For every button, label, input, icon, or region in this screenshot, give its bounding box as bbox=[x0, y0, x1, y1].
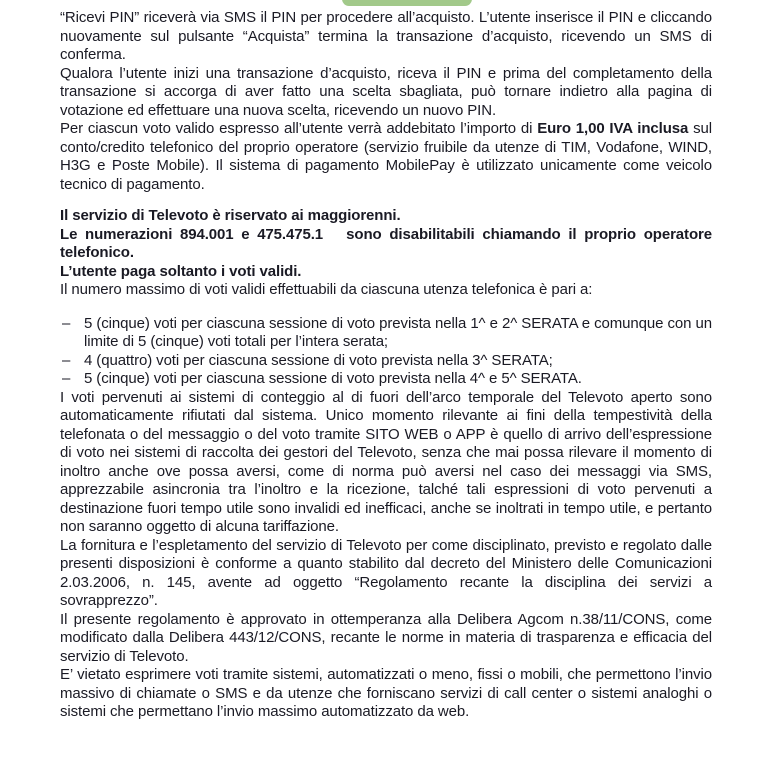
costo-importo-bold: Euro 1,00 IVA inclusa bbox=[537, 120, 689, 137]
notice-paga-voti-validi: L’utente paga soltanto i voti validi. bbox=[60, 262, 302, 280]
paragraph-divieto-voti-automatizzati: E’ vietato esprimere voti tramite sistemi, automatizzati o meno, fissi o mobili, che permettono l’invio massivo di chiamate o SMS e da utenze che forniscano servizi di call center o sistemi analoghi o sistemi che permettano l’invio massimo automatizzato da web. bbox=[60, 666, 712, 720]
vote-limits-list bbox=[60, 315, 712, 389]
costo-text-before: Per ciascun voto valido espresso all’utente verrà addebitato l’importo di bbox=[60, 120, 538, 137]
paragraph-fornitura-servizio: La fornitura e l’espletamento del servizio di Televoto per come disciplinato, previsto e regolato dalle presenti disposizioni è conforme a quanto stabilito dal decreto del Ministero delle Comunicazioni 2.03.2006, n. 145, avente ad oggetto “Regolamento recante la disciplina dei servizi a sovrapprezzo”. bbox=[60, 536, 712, 609]
paragraph-numero-massimo: Il numero massimo di voti validi effettuabili da ciascuna utenza telefonica è pari a: bbox=[60, 281, 593, 298]
vote-limit-item-serata-3 bbox=[60, 352, 712, 371]
vote-limit-text: 5 (cinque) voti per ciascuna sessione di voto prevista nella 1^ e 2^ SERATA e comunque con un limite di 5 (cinque) voti totali per l’intera serata; bbox=[84, 314, 712, 350]
paragraph-regolamento-agcom: Il presente regolamento è approvato in ottemperanza alla Delibera Agcom n.38/11/CONS, come modificato dalla Delibera 443/12/CONS, recante le norme in materia di trasparenza e efficacia del servizio di Televoto. bbox=[60, 610, 712, 665]
notice-maggiorenni: Il servizio di Televoto è riservato ai maggiorenni. bbox=[60, 207, 401, 224]
paragraph-qualora: Qualora l’utente inizi una transazione d’acquisto, riceva il PIN e prima del completamento della transazione si accorga di aver fatto una scelta sbagliata, può tornare indietro alla pagina di votazione ed effettuare una nuova scelta, ricevendo un nuovo PIN. bbox=[60, 64, 712, 119]
vote-limit-item-serata-4-5 bbox=[60, 370, 712, 389]
document-body bbox=[60, 9, 712, 722]
notice-numerazioni-disabilitabili: Le numerazioni 894.001 e 475.475.1 sono disabilitabili chiamando il proprio operatore telefonico. bbox=[60, 225, 712, 261]
vote-limit-text: 5 (cinque) voti per ciascuna sessione di voto prevista nella 4^ e 5^ SERATA. bbox=[84, 370, 582, 387]
paragraph-ricevi-pin: “Ricevi PIN” riceverà via SMS il PIN per procedere all’acquisto. L’utente inserisce il PIN e cliccando nuovamente sul pulsante “Acquista” termina la transazione d’acquisto, ricevendo un SMS di conferma. bbox=[60, 9, 712, 63]
paragraph-tempistica-voti: I voti pervenuti ai sistemi di conteggio al di fuori dell’arco temporale del Televoto aperto sono automaticamente rifiutati dal sistema. Unico momento rilevante ai fini della tempestività della telefonata o del messaggio o del voto tramite SITO WEB o APP è quello di arrivo dell’espressione di voto nei sistemi di raccolta dei gestori del Televoto, senza che mai possa rilevare il momento di inoltro anche ove possa aversi, come di norma può aversi nel caso dei messaggi via SMS, apprezzabile asincronia tra l’inoltro e la ricezione, talché tali espressioni di voto pervenuti a destinazione fuori tempo utile sono invalidi ed inefficaci, anche se inoltrati in tempo utile, e pertanto non saranno oggetto di alcuna tariffazione. bbox=[60, 388, 712, 535]
vote-limit-item-serata-1-2 bbox=[60, 315, 712, 352]
dash-bullet: – bbox=[62, 370, 71, 387]
costo-text-after: sul conto/credito telefonico del proprio operatore (servizio fruibile da utenze di TIM, Vodafone, WIND, H3G e Poste Mobile). Il sistema di pagamento MobilePay è utilizzato unicamente come veicolo tecnico di pagamento. bbox=[60, 120, 712, 193]
highlight-tab-remnant bbox=[342, 0, 472, 6]
dash-bullet: – bbox=[62, 351, 71, 369]
dash-bullet: – bbox=[62, 314, 71, 332]
paragraph-costo-voto bbox=[60, 120, 712, 194]
vote-limit-text: 4 (quattro) voti per ciascuna sessione di voto prevista nella 3^ SERATA; bbox=[84, 351, 553, 369]
bold-notice-block bbox=[60, 207, 712, 281]
